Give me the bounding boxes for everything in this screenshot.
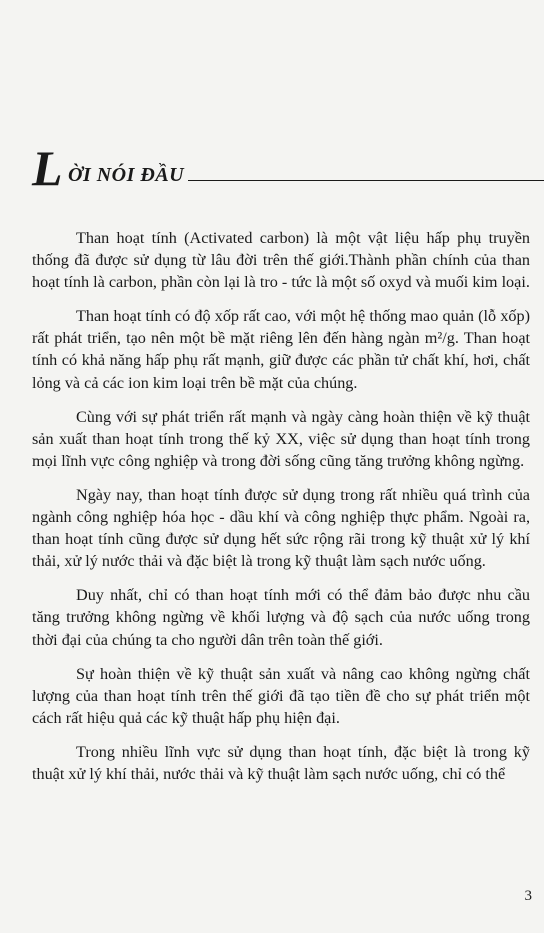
body-text [32,227,530,797]
heading-title: ỜI NÓI ĐẦU [68,164,185,186]
paragraph: Than hoạt tính (Activated carbon) là một vật liệu hấp phụ truyền thống đã được sử dụng từ lâu đời trên thế giới.Thành phần chính của than hoạt tính là carbon, phần còn lại là tro - tức là một số oxyd và muối kim loại. [32,229,530,292]
paragraph: Ngày nay, than hoạt tính được sử dụng trong rất nhiều quá trình của ngành công nghiệp hóa học - dầu khí và công nghiệp thực phẩm. Ngoài ra, than hoạt tính cũng được sử dụng hết sức rộng rãi trong kỹ thuật xử lý khí thải, xử lý nước thải và đặc biệt là trong kỹ thuật làm sạch nước uống. [32,485,530,571]
page-number: 3 [524,888,532,904]
paragraph: Trong nhiều lĩnh vực sử dụng than hoạt tính, đặc biệt là trong kỹ thuật xử lý khí thải, nước thải và kỹ thuật làm sạch nước uống, chỉ có thể [32,742,530,783]
chapter-heading [32,140,530,196]
heading-drop-cap: L [32,140,63,196]
paragraph: Cùng với sự phát triển rất mạnh và ngày càng hoàn thiện về kỹ thuật sản xuất than hoạt tính trong thế kỷ XX, việc sử dụng than hoạt tính trong mọi lĩnh vực công nghiệp và trong đời sống cũng tăng trưởng không ngừng. [32,407,530,470]
paragraph: Duy nhất, chỉ có than hoạt tính mới có thể đảm bảo được nhu cầu tăng trưởng không ngừng về khối lượng và độ sạch của nước uống trong thời đại của chúng ta cho người dân trên toàn thế giới. [32,586,530,649]
paragraph: Than hoạt tính có độ xốp rất cao, với một hệ thống mao quản (lỗ xốp) rất phát triển, tạo nên một bề mặt riêng lên đến hàng ngàn m²/g. Than hoạt tính có khả năng hấp phụ rất mạnh, giữ được các phần tử chất khí, hơi, chất lỏng và cả các ion kim loại trên bề mặt của chúng. [32,307,530,392]
paragraph: Sự hoàn thiện về kỹ thuật sản xuất và nâng cao không ngừng chất lượng của than hoạt tính trên thế giới đã tạo tiền đề cho sự phát triển một cách rất hiệu quả các kỹ thuật hấp phụ hiện đại. [32,664,530,727]
heading-rule [188,180,544,181]
